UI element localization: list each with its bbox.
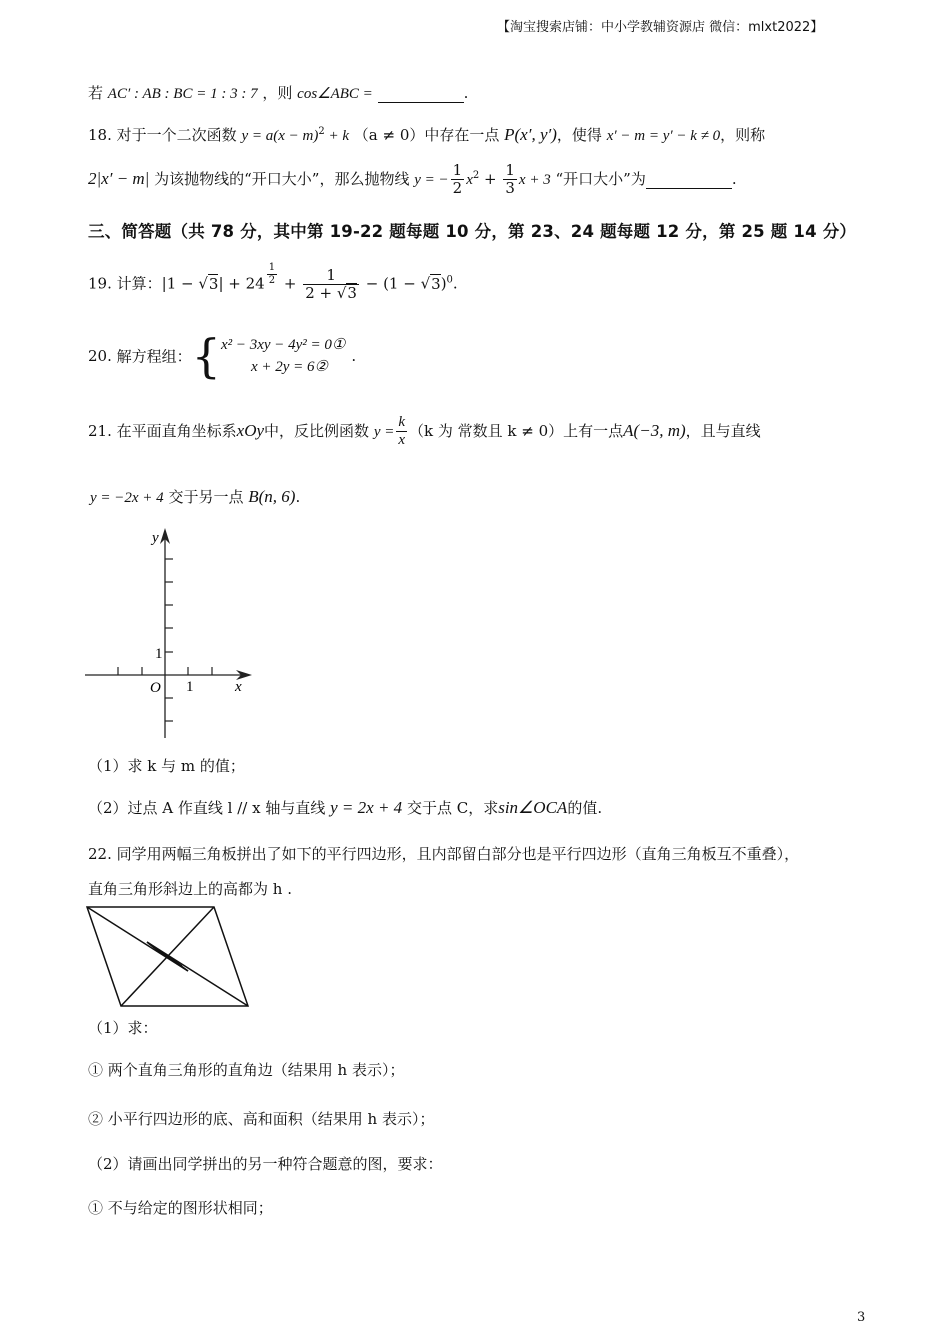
q18-eq: x′ − m = y′ − k ≠ 0 [606,128,721,144]
q19-zero: 0 [446,274,453,286]
q18-line2 [88,162,737,198]
fraction-denominator: 2 + √3 [305,284,357,302]
q21-line2 [90,486,300,507]
q21-sub2-a: （2）过点 A 作直线 l // x 轴与直线 [88,799,326,817]
q21-point-b: B(n, 6) [248,487,296,506]
q22-number: 22. [88,845,112,863]
q19-p3: − (1 − [360,274,421,293]
fraction-denominator: 2 [452,179,463,198]
fraction-third [503,162,517,198]
q22-item3: ① 不与给定的图形状相同； [88,1199,273,1217]
answer-blank [646,170,732,189]
q21-text1: 在平面直角坐标系 [116,421,237,440]
q21-text5: 交于另一点 [168,488,244,506]
q21-text4: ，且与直线 [685,421,761,440]
sqrt-3: 3 [347,284,357,302]
fraction-denominator: 3 [505,179,515,198]
q18-plus: + [479,169,502,188]
q18-func-sq: 2 [318,126,325,137]
q18-abs-expr: 2|x′ − m| [88,168,150,188]
answer-blank [378,84,464,103]
exponent-fraction [267,262,277,286]
q22-item2: ② 小平行四边形的底、高和面积（结果用 h 表示）； [88,1110,435,1128]
q20-label: 解方程组： [116,347,192,366]
fraction-numerator: 1 [268,262,276,273]
q21-sub2-sin: sin∠OCA [498,798,568,817]
fraction-numerator: 1 [505,161,515,179]
q21-y-eq: y = [373,423,395,440]
q18-end: . [731,169,737,188]
q18-func: y = a(x − m) [241,128,319,144]
q18-line1 [88,124,765,145]
q20-number: 20. [88,347,112,365]
q21-line: y = −2x + 4 [90,490,164,506]
q22-text1: 同学用两幅三角板拼出了如下的平行四边形，且内部留白部分也是平行四边形（直角三角板互不重叠）， [116,845,800,863]
q18-text3: ，则称 [720,126,766,144]
q21-sub2-line: y = 2x + 4 [330,798,403,817]
fraction-denominator: x [398,432,406,449]
q22-item1: ① 两个直角三角形的直角边（结果用 h 表示）； [88,1061,405,1079]
q18-x2: x [466,171,473,188]
q21-sub1: （1）求 k 与 m 的值； [88,757,245,775]
q21-text3: （k 为 常数且 k ≠ 0）上有一点 [409,421,624,440]
q21-line1 [88,414,761,450]
q19-plus: + [279,274,302,293]
sqrt-3: 3 [431,274,441,293]
x-axis-label: x [235,679,242,695]
q17-ratio: AC′ : AB : BC = 1 : 3 : 7 [107,86,258,102]
q21-xoy: xOy [236,420,265,440]
q22-line2: 直角三角形斜边上的高都为 h . [88,880,292,898]
q21-sub2 [88,797,602,818]
y-tick-label-1: 1 [155,646,163,662]
q18-point: P(x′, y′) [504,125,557,144]
fraction-k-over-x [396,414,407,450]
q21-sub2-b: 交于点 C，求 [406,799,499,817]
fraction-recip [303,267,359,303]
q18-number: 18. [88,126,112,144]
sqrt-3: 3 [208,274,219,293]
den-pre: 2 + [305,284,337,302]
y-ticks [165,559,173,721]
q19-p4: ) [440,274,447,293]
q18-cond: （a ≠ 0）中存在一点 [353,126,500,144]
parallelogram-figure [84,902,254,1010]
shop-header: 【淘宝搜索店铺：中小学教辅资源店 微信：mlxt2022】 [497,20,824,35]
q19-p1: |1 − [161,274,199,293]
q19-end: . [452,274,458,293]
q21-number: 21. [88,421,112,440]
fraction-numerator: k [396,414,407,432]
page-number: 3 [857,1310,866,1325]
fraction-half [451,162,465,198]
fraction-denominator: 2 [268,274,276,286]
q20-line [88,329,357,383]
q18-text5: “开口大小”为 [555,169,646,188]
q19-line: 19. 计算：|1 − √3| + 24 $\frac{1}{2}$ + $\frac{1}{2 + √3}$ − $(1 - √3)^0$. [88,262,458,302]
q21-point-a: A(−3, m) [623,420,686,440]
q18-text2: ，使得 [556,126,602,144]
q19-number: 19. [88,274,112,293]
fraction-numerator: 1 [452,161,463,179]
q21-end: . [295,488,301,506]
q22-line1 [88,843,799,864]
q18-tail: x + 3 [518,171,551,188]
q19-label: 计算： [116,274,162,293]
x-tick-label-1: 1 [186,679,194,695]
q17-end: . [463,84,469,102]
q17-prefix: 若 [88,84,104,102]
q19-p2: | + 24 [218,274,265,293]
q18-x2-sup: 2 [472,169,480,181]
q18-func-tail: + k [324,128,349,144]
q17-tail [88,82,468,103]
q20-eq1: x² − 3xy − 4y² = 0① [220,336,346,353]
q20-eq2: x + 2y = 6② [250,359,328,375]
fraction-numerator: 1 [303,267,359,285]
q20-end: . [351,347,357,365]
q18-text1: 对于一个二次函数 [116,126,237,144]
y-axis-label: y [152,530,159,546]
q22-sub2: （2）请画出同学拼出的另一种符合题意的图，要求： [88,1155,443,1173]
q21-text2: 中，反比例函数 [264,421,370,440]
q21-sub2-c: 的值. [567,799,603,817]
equation-system [221,334,345,379]
origin-label: O [150,680,161,696]
q22-sub1: （1）求： [88,1019,158,1037]
q18-text4: 为该抛物线的“开口大小”，那么抛物线 [154,169,410,188]
q17-mid: ，则 [262,84,293,102]
coordinate-axes [80,520,260,742]
left-brace: { [191,329,221,383]
q17-ask: cos∠ABC = [297,86,373,102]
q18-parab-lhs: y = − [414,171,449,188]
section-heading: 三、简答题（共 78 分，其中第 19-22 题每题 10 分，第 23、24 题每题 12 分，第 25 题 14 分） [88,222,857,241]
